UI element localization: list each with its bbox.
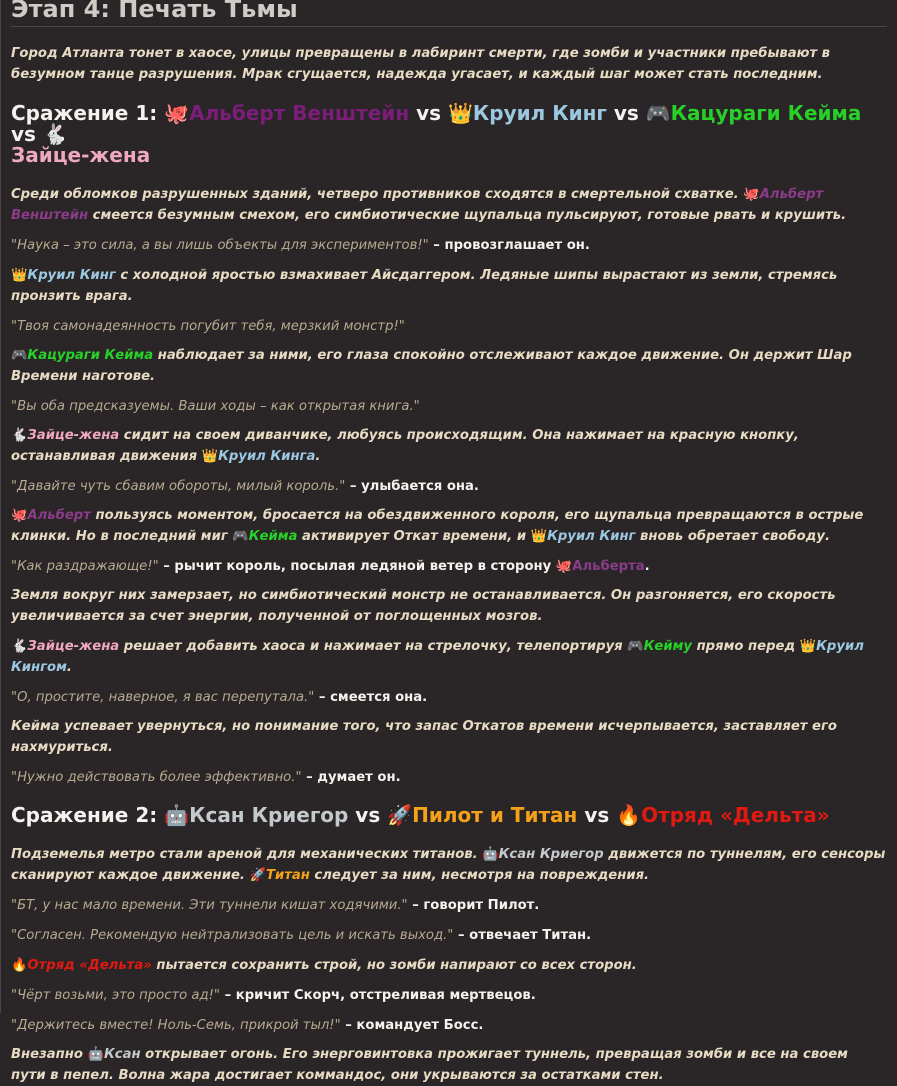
quote-text: "Как раздражающе!" [11, 559, 159, 574]
text-run: решает добавить хаоса и нажимает на стрелочку, телепортируя [119, 639, 628, 654]
quote-attribution: – провозглашает он. [428, 238, 590, 253]
name-kruil: Круил Кинга [218, 449, 316, 464]
gamepad-icon: 🎮 [627, 639, 644, 654]
name-kruil: Круил Кинг [547, 529, 636, 544]
text-run: активирует [297, 529, 394, 544]
quote-line [11, 235, 887, 256]
item-name: Шар Времени [11, 348, 852, 384]
crown-icon: 👑 [448, 101, 473, 125]
vs-label: vs [577, 803, 617, 827]
battle-1-paragraph [11, 505, 887, 547]
quote-text: "Наука – это сила, а вы лишь объекты для экспериментов!" [11, 238, 429, 253]
battle-2-prefix: Сражение 2: [11, 803, 165, 827]
fire-icon: 🔥 [616, 803, 642, 827]
battle-1-heading [11, 103, 887, 166]
robot-icon: 🤖 [164, 803, 190, 827]
text-run: исчерпывается, заставляет его нахмуриться. [11, 719, 837, 755]
rocket-icon: 🚀 [249, 868, 266, 883]
gamepad-icon: 🎮 [11, 348, 28, 363]
robot-icon: 🤖 [87, 1047, 104, 1062]
text-run: пользуясь моментом, бросается на обездвиженного короля, его щупальца превращаются в острые клинки. Но в последний миг [11, 508, 864, 544]
octopus-icon: 🐙 [164, 101, 190, 125]
name-keima: Кейму [643, 639, 692, 654]
battle-1-paragraph [11, 425, 887, 467]
name-zaika: Зайце-жена [27, 639, 120, 654]
name-ksan: Ксан Криегор [498, 847, 604, 862]
vs-label: vs [11, 122, 43, 146]
fighter-zaika: Зайце-жена [11, 143, 151, 167]
name-kruil: Круил Кингом [11, 639, 864, 675]
name-albert: Альберта [572, 559, 645, 574]
battle-2-paragraph [11, 1044, 887, 1086]
quote-attribution: – говорит Пилот. [407, 898, 540, 913]
octopus-icon: 🐙 [11, 508, 28, 523]
quote-line [11, 767, 887, 788]
fighter-delta: Отряд «Дельта» [641, 803, 830, 827]
quote-line [11, 556, 887, 577]
quote-line [11, 895, 887, 916]
octopus-icon: 🐙 [743, 187, 760, 202]
skill-name: Откат времени [393, 529, 508, 544]
name-keima: Кацураги Кейма [27, 348, 154, 363]
quote-attribution: – командует Босс. [340, 1018, 484, 1033]
battle-1-paragraph [11, 636, 887, 678]
octopus-icon: 🐙 [555, 559, 573, 574]
divider [11, 26, 887, 27]
fighter-pilot: Пилот и Титан [412, 803, 578, 827]
text-run: , и [507, 529, 531, 544]
text-run: открывает огонь. Его энерговинтовка прожигает туннель, превращая зомби и все на своем пути в пепел. Волна жара достигает коммандос, они укрываются за остатками стен. [11, 1047, 848, 1083]
gamepad-icon: 🎮 [645, 101, 671, 125]
battle-1-paragraph [11, 184, 887, 226]
quote-attribution: – кричит Скорч, отстреливая мертвецов. [219, 988, 536, 1003]
vs-label: vs [409, 101, 449, 125]
crown-icon: 👑 [530, 529, 548, 544]
vs-label: vs [606, 101, 646, 125]
text-run: прямо перед [691, 639, 800, 654]
text-run: движется по туннелям, его сенсоры сканируют каждое движение. [11, 847, 886, 883]
name-albert: Альберт [27, 508, 91, 523]
gamepad-icon: 🎮 [232, 529, 249, 544]
quote-text: "Согласен. Рекомендую нейтрализовать цель и искать выход." [11, 928, 454, 943]
text-run: Среди обломков разрушенных зданий, четверо противников сходятся в смертельной схватке. [11, 187, 744, 202]
battle-1-paragraph: Земля вокруг них замерзает, но симбиотический монстр не останавливается. Он разгоняется, его скорость увеличивается за счет энергии, полученной от поглощенных мозгов. [11, 588, 836, 624]
crown-icon: 👑 [799, 639, 817, 654]
battle-2-paragraph [11, 844, 887, 886]
quote-line [11, 687, 887, 708]
skill-name: Откатов времени [462, 719, 594, 734]
quote-attribution: – смеется она. [314, 690, 428, 705]
quote-line [11, 316, 887, 337]
rabbit-icon: 🐇 [42, 122, 68, 146]
name-ksan: Ксан [103, 1047, 141, 1062]
crown-icon: 👑 [11, 268, 28, 283]
text-run: . [644, 559, 650, 574]
weapon-name: Айсдаггером [371, 268, 471, 283]
quote-text: "Твоя самонадеянность погубит тебя, мерзкий монстр!" [11, 319, 405, 334]
battle-1-paragraph [11, 345, 887, 387]
robot-icon: 🤖 [482, 847, 499, 862]
fighter-albert: Альберт Венштейн [189, 101, 410, 125]
battle-1-paragraph [11, 265, 887, 307]
fighter-kruil: Круил Кинг [472, 101, 607, 125]
name-zaika: Зайце-жена [27, 428, 120, 443]
intro-paragraph: Город Атланта тонет в хаосе, улицы превращены в лабиринт смерти, где зомби и участники пребывают в безумном танце разрушения. Мрак сгущается, надежда угасает, и каждый шаг может стать последним. [11, 46, 831, 82]
quote-text: "БТ, у нас мало времени. Эти туннели кишат ходячими." [11, 898, 408, 913]
text-run: наблюдает за ними, его глаза спокойно отслеживают каждое движение. Он держит [153, 348, 818, 363]
rabbit-icon: 🐇 [11, 428, 28, 443]
text-run: вновь обретает свободу. [635, 529, 830, 544]
name-albert: Альберт Венштейн [11, 187, 824, 223]
text-run: смеется безумным смехом, его симбиотические щупальца пульсируют, готовые рвать и крушить. [88, 208, 847, 223]
name-keima: Кейма [248, 529, 298, 544]
battle-1-paragraph [11, 716, 887, 758]
text-run: Кейма успевает увернуться, но понимание того, что запас [11, 719, 463, 734]
quote-line [11, 985, 887, 1006]
rabbit-icon: 🐇 [11, 639, 28, 654]
vs-label: vs [348, 803, 388, 827]
quote-attribution: – рычит король, посылая ледяной ветер в сторону [158, 559, 556, 574]
text-run: Подземелья метро стали ареной для механических титанов. [11, 847, 483, 862]
stage-title: Этап 4: Печать Тьмы [11, 0, 298, 22]
battle-2-heading [11, 805, 887, 826]
quote-text: "Нужно действовать более эффективно." [11, 770, 302, 785]
quote-text: "Чёрт возьми, это просто ад!" [11, 988, 220, 1003]
quote-line [11, 1015, 887, 1036]
quote-text: "Давайте чуть сбавим обороты, милый король." [11, 479, 346, 494]
name-titan: Титан [265, 868, 310, 883]
quote-attribution: – улыбается она. [345, 479, 479, 494]
text-run: с холодной яростью взмахивает [115, 268, 372, 283]
quote-line [11, 925, 887, 946]
quote-attribution: – отвечает Титан. [453, 928, 592, 943]
battle-1-prefix: Сражение 1: [11, 101, 165, 125]
text-run: . [66, 660, 72, 675]
text-run: сидит на своем диванчике, любуясь происходящим. Она нажимает на красную кнопку, останавливая движения [11, 428, 799, 464]
fighter-ksan: Ксан Криегор [189, 803, 349, 827]
text-run: наготове. [77, 369, 156, 384]
text-run: Внезапно [11, 1047, 88, 1062]
fighter-keima: Кацураги Кейма [670, 101, 862, 125]
name-kruil: Круил Кинг [27, 268, 116, 283]
quote-attribution: – думает он. [301, 770, 401, 785]
quote-line [11, 396, 887, 417]
text-run: . [315, 449, 321, 464]
quote-line [11, 476, 887, 497]
battle-2-paragraph [11, 955, 887, 976]
quote-text: "Вы оба предсказуемы. Ваши ходы – как открытая книга." [11, 399, 420, 414]
crown-icon: 👑 [201, 449, 219, 464]
name-delta: Отряд «Дельта» [27, 958, 152, 973]
fire-icon: 🔥 [11, 958, 28, 973]
text-run: . Ледяные шипы вырастают из земли, стремясь пронзить врага. [11, 268, 838, 304]
text-run: пытается сохранить строй, но зомби напирают со всех сторон. [151, 958, 637, 973]
rocket-icon: 🚀 [387, 803, 413, 827]
text-run: следует за ним, несмотря на повреждения. [309, 868, 650, 883]
quote-text: "Держитесь вместе! Ноль-Семь, прикрой тыл!" [11, 1018, 341, 1033]
quote-text: "О, простите, наверное, я вас перепутала." [11, 690, 315, 705]
